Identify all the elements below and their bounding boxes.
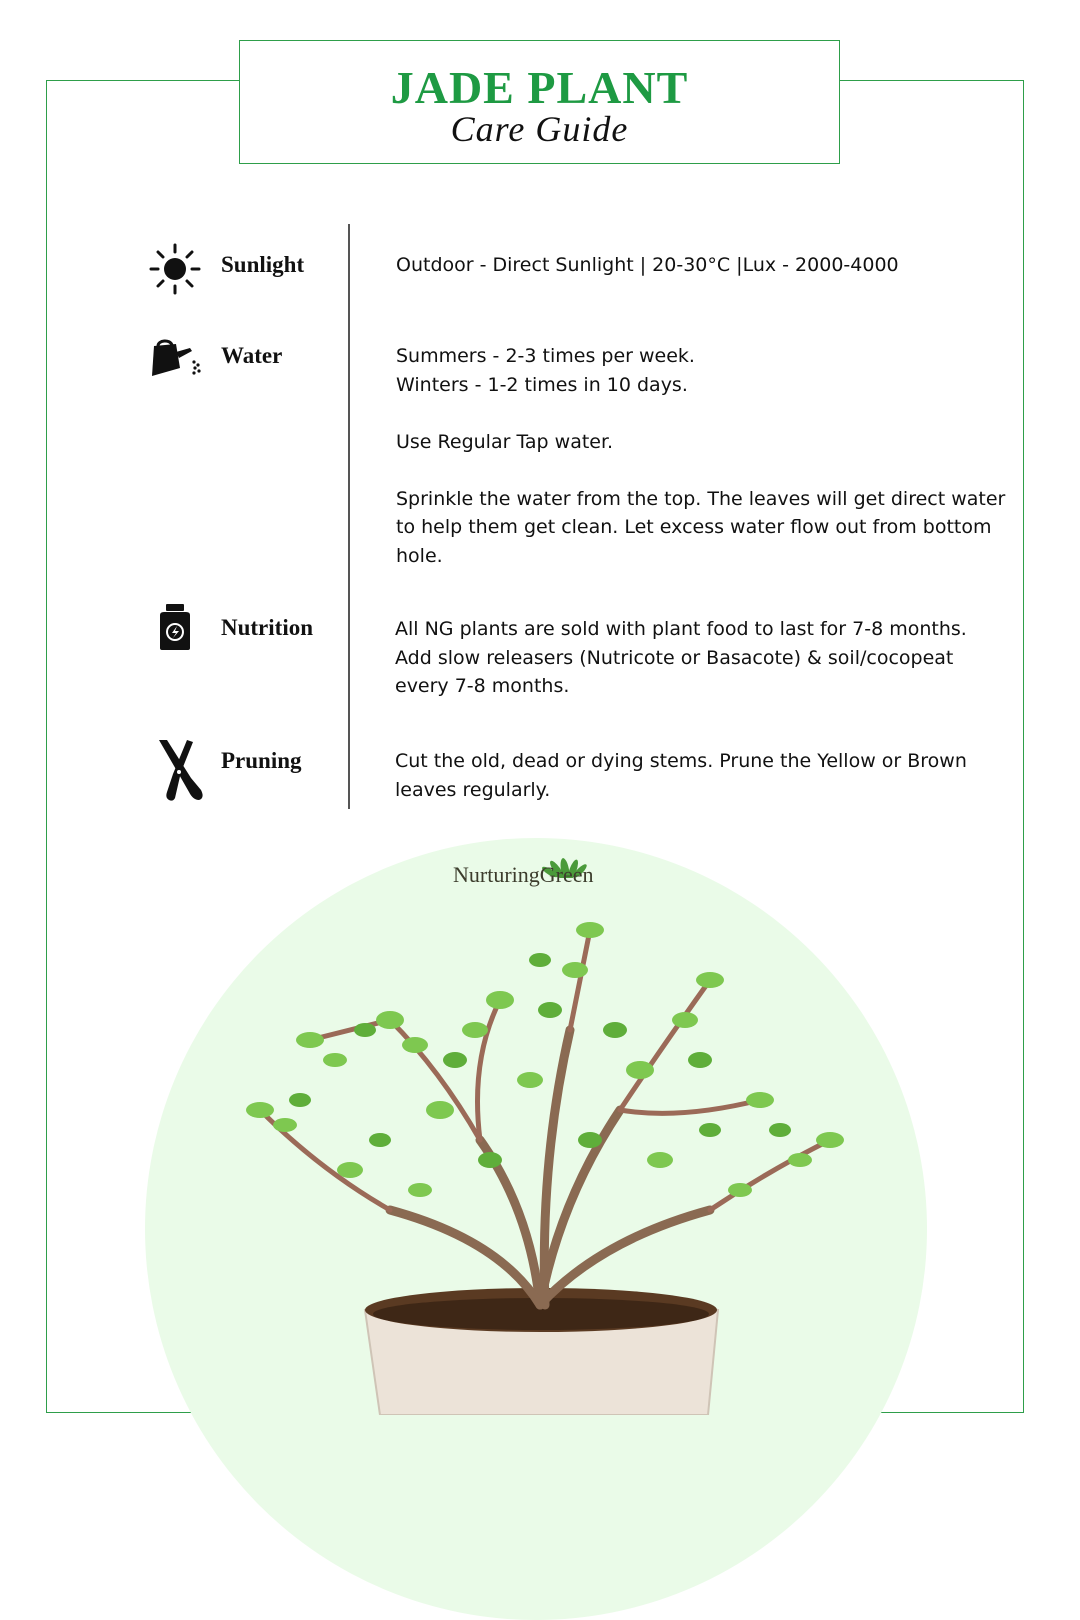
sun-icon <box>149 243 201 295</box>
divider-line <box>348 224 350 809</box>
water-spacer <box>396 399 1011 428</box>
scissors-icon <box>153 738 207 802</box>
pruning-label: Pruning <box>221 748 302 773</box>
page-title: JADE PLANT <box>390 62 689 113</box>
water-line: Summers - 2-3 times per week. <box>396 345 695 367</box>
fertilizer-bottle-icon <box>156 604 194 650</box>
water-label: Water <box>221 343 283 368</box>
sunlight-line: Outdoor - Direct Sunlight | 20-30°C |Lux - 2000-4000 <box>396 254 899 276</box>
nutrition-line: All NG plants are sold with plant food to last for 7-8 months. Add slow releasers (Nutricote or Basacote) & soil/cocopeat every 7-8 months. <box>395 618 967 697</box>
nutrition-label: Nutrition <box>221 615 313 640</box>
water-line: Sprinkle the water from the top. The leaves will get direct water to help them get clean. Let excess water flow out from bottom hole. <box>396 487 1006 567</box>
brand-name: NurturingGreen <box>453 862 594 887</box>
nutrition-text <box>395 615 995 701</box>
sunlight-text <box>396 251 1011 280</box>
pruning-line: Cut the old, dead or dying stems. Prune the Yellow or Brown leaves regularly. <box>395 750 967 801</box>
jade-plant-image <box>240 910 860 1415</box>
water-line: Winters - 1-2 times in 10 days. <box>396 373 688 396</box>
title-box <box>239 40 840 164</box>
brand-logo <box>453 848 633 903</box>
water-line: Use Regular Tap water. <box>396 430 614 453</box>
sunlight-label: Sunlight <box>221 252 305 277</box>
water-text <box>396 342 1011 570</box>
pruning-text <box>395 747 995 804</box>
watering-can-icon <box>148 338 203 380</box>
water-spacer <box>396 456 1011 485</box>
page-subtitle: Care Guide <box>450 109 629 149</box>
